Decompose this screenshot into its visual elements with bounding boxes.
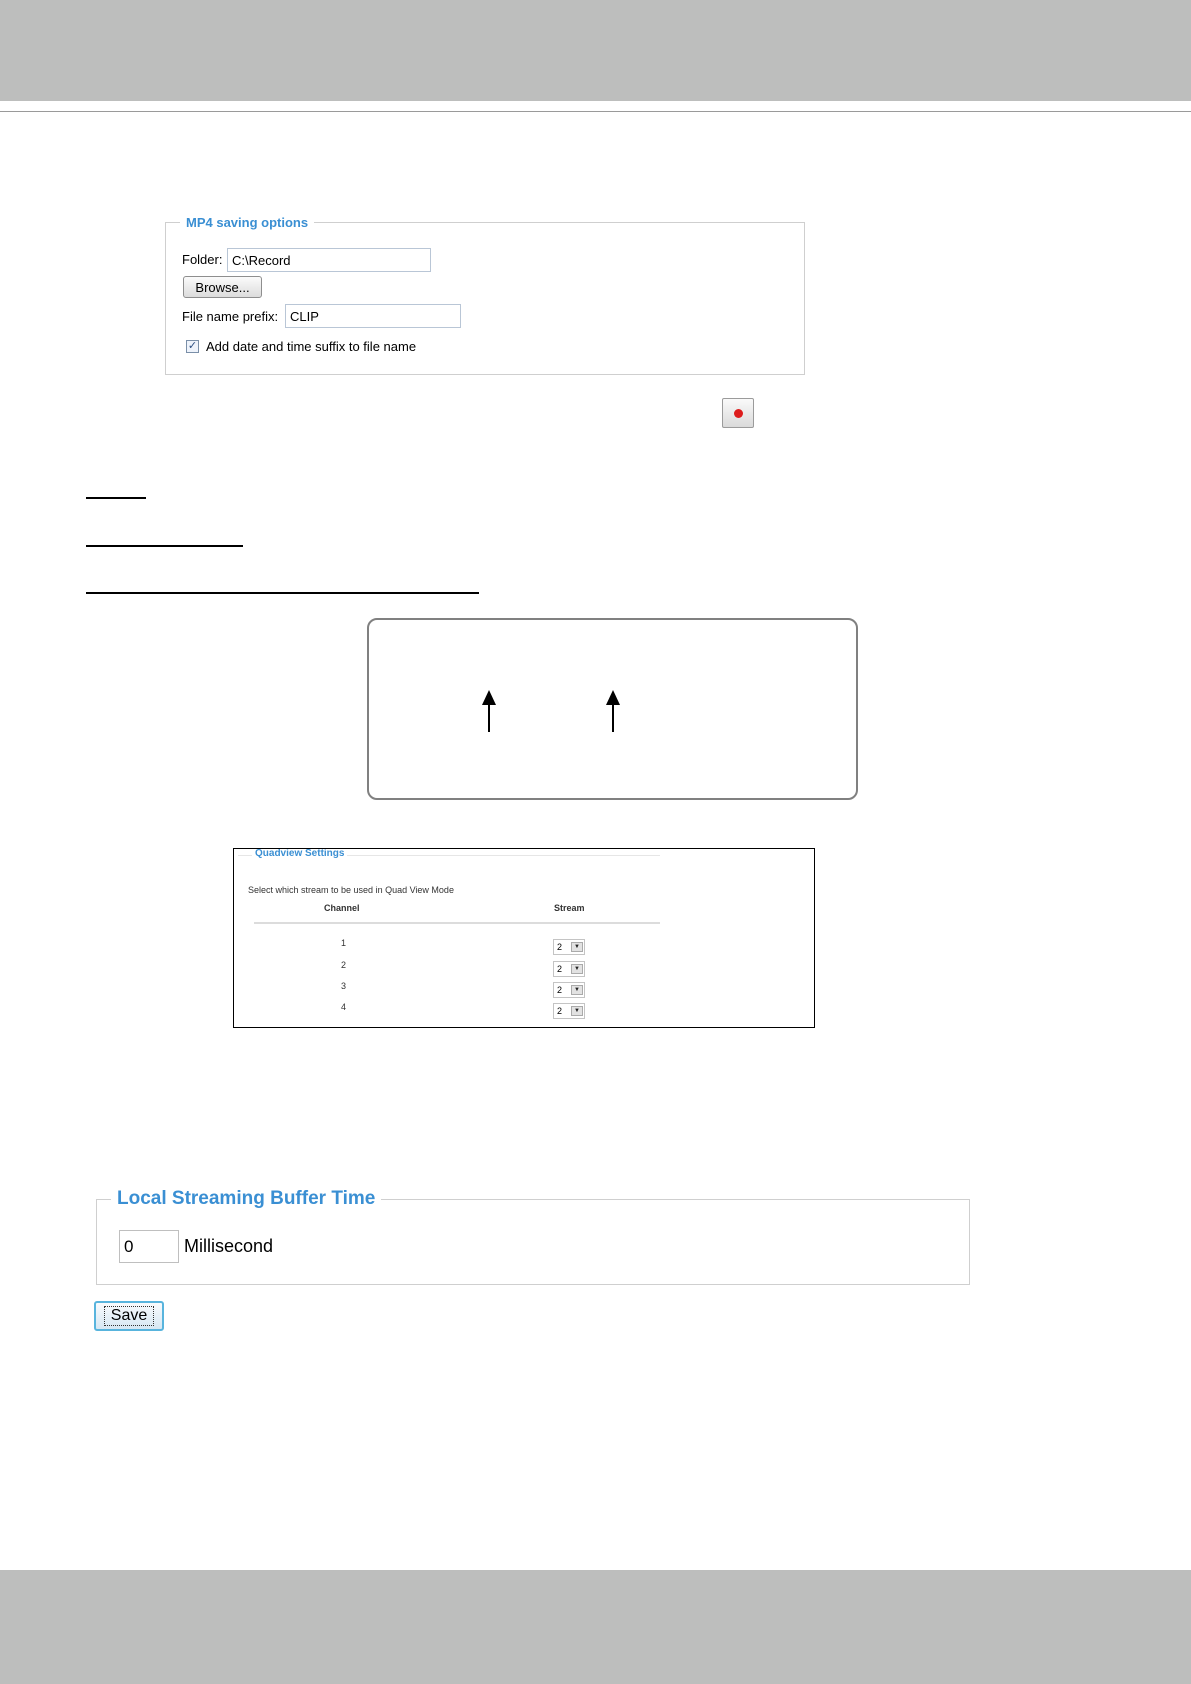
date-time-suffix-checkbox[interactable]: ✓ (187, 340, 198, 352)
stream-column-header: Stream (554, 903, 585, 913)
stream-select[interactable] (553, 939, 585, 955)
chevron-down-icon: ▼ (571, 964, 583, 974)
underline-rule-1 (86, 497, 146, 499)
buffer-time-input[interactable] (119, 1230, 179, 1263)
channel-cell: 2 (341, 960, 347, 970)
record-button[interactable] (722, 398, 754, 428)
channel-cell: 3 (341, 981, 347, 991)
date-time-suffix-label: Add date and time suffix to file name (206, 339, 417, 354)
folder-label: Folder: (182, 252, 223, 267)
save-button-label: Save (104, 1306, 154, 1326)
channel-column-header: Channel (324, 903, 360, 913)
page-footer-bar (0, 1570, 1191, 1684)
stream-select-value: 2 (557, 964, 563, 974)
quadview-settings-group (238, 848, 660, 1026)
folder-input[interactable] (227, 248, 431, 272)
mp4-saving-options-legend: MP4 saving options (186, 215, 309, 230)
local-streaming-buffer-legend: Local Streaming Buffer Time (117, 1188, 376, 1209)
stream-select[interactable] (553, 982, 585, 998)
underline-rule-2 (86, 545, 243, 547)
quadview-settings-legend: Quadview Settings (252, 848, 347, 859)
arrow-up-icon (606, 690, 620, 732)
chevron-down-icon: ▼ (571, 942, 583, 952)
page-header-bar (0, 0, 1191, 101)
stream-select[interactable] (553, 1003, 585, 1019)
save-button[interactable] (94, 1301, 164, 1331)
quadview-settings-panel (233, 848, 815, 1028)
quadview-header-divider (254, 922, 660, 924)
chevron-down-icon: ▼ (571, 1006, 583, 1016)
file-name-prefix-label: File name prefix: (182, 309, 279, 324)
arrows-illustration (367, 618, 858, 800)
underline-rule-3 (86, 592, 479, 594)
stream-select[interactable] (553, 961, 585, 977)
quadview-description: Select which stream to be used in Quad View Mode (248, 885, 454, 895)
stream-select-value: 2 (557, 1006, 563, 1016)
filename-illustration-box (367, 618, 858, 800)
arrow-up-icon (482, 690, 496, 732)
millisecond-unit-label: Millisecond (184, 1236, 274, 1256)
chevron-down-icon: ▼ (571, 985, 583, 995)
file-name-prefix-input[interactable] (285, 304, 461, 328)
channel-cell: 1 (341, 938, 347, 948)
browse-button[interactable]: Browse... (183, 276, 262, 298)
record-icon (734, 409, 743, 418)
channel-cell: 4 (341, 1002, 347, 1012)
header-divider (0, 111, 1191, 112)
stream-select-value: 2 (557, 942, 563, 952)
stream-select-value: 2 (557, 985, 563, 995)
